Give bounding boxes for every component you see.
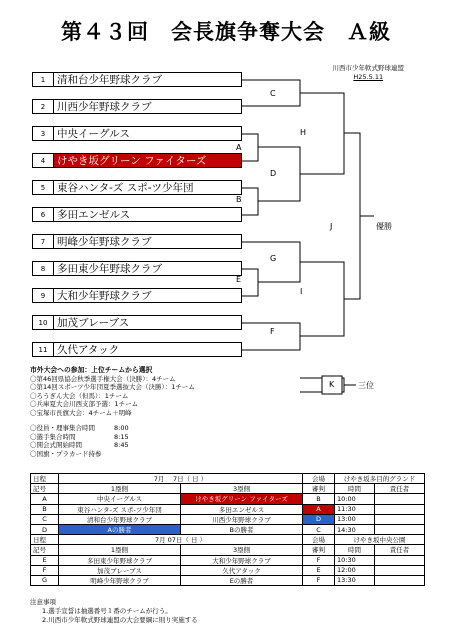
umpire: F bbox=[303, 555, 335, 565]
table-row bbox=[31, 504, 425, 514]
match-label-e: E bbox=[236, 275, 242, 284]
team-name: 東谷ハンタ-ズ スポ-ツ少年団 bbox=[57, 182, 194, 194]
match-code: D bbox=[31, 524, 59, 534]
column-header: 1塁側 bbox=[59, 545, 181, 555]
first-base-team: 明峰少年野球クラブ bbox=[59, 575, 181, 585]
responsible bbox=[375, 565, 425, 575]
column-header: 責任者 bbox=[375, 545, 425, 555]
first-base-team: 加茂ブレーブス bbox=[59, 565, 181, 575]
match-code: E bbox=[31, 555, 59, 565]
column-header: 責任者 bbox=[375, 484, 425, 494]
umpire: D bbox=[303, 514, 335, 524]
team-number: 7 bbox=[33, 235, 54, 248]
first-base-team: 東谷ハンタ-ズ スポ-ツ少年団 bbox=[59, 504, 181, 514]
footnote-line: 2.川西市少年軟式野球連盟の大会要綱に則り実施する bbox=[42, 616, 198, 624]
table-row bbox=[31, 565, 425, 575]
first-base-team: 清和台少年野球クラブ bbox=[59, 514, 181, 524]
umpire: A bbox=[303, 504, 335, 514]
schedule-table bbox=[30, 473, 425, 586]
venue-name: けやき坂多目的グランド bbox=[335, 474, 425, 484]
first-base-team: 多田東少年野球クラブ bbox=[59, 555, 181, 565]
team-name: 久代アタック bbox=[57, 344, 120, 356]
third-base-team: けやき坂グリーン ファイターズ bbox=[181, 494, 303, 504]
match-code: F bbox=[31, 565, 59, 575]
team-name: けやき坂グリーン ファイターズ bbox=[54, 154, 241, 167]
table-row bbox=[31, 494, 425, 504]
table-row bbox=[31, 575, 425, 585]
date-code: H25.5.11 bbox=[353, 73, 384, 81]
column-header: 時間 bbox=[335, 545, 375, 555]
match-time: 10:00 bbox=[335, 494, 375, 504]
team-name: 多田東少年野球クラブ bbox=[57, 263, 162, 275]
date-label: 日程 bbox=[31, 474, 59, 484]
team-name: 明峰少年野球クラブ bbox=[57, 236, 152, 248]
column-header: 時間 bbox=[335, 484, 375, 494]
column-header: 3塁側 bbox=[181, 545, 303, 555]
table-row bbox=[31, 524, 425, 534]
umpire: F bbox=[303, 575, 335, 585]
responsible bbox=[375, 514, 425, 524]
umpire: B bbox=[303, 494, 335, 504]
time-row: 〇開会式開始時間 8:45 bbox=[30, 441, 129, 450]
time-row: 〇国旗・プラカード持参 bbox=[30, 449, 102, 458]
team-number: 6 bbox=[33, 208, 54, 221]
schedule-header-row bbox=[31, 484, 425, 494]
page-title: 第４３回 会長旗争奪大会 Ａ級 bbox=[61, 20, 391, 44]
match-time: 13:00 bbox=[335, 514, 375, 524]
match-label-g: G bbox=[270, 254, 277, 263]
match-label-d: D bbox=[270, 169, 277, 178]
match-label-c: C bbox=[270, 89, 276, 98]
third-base-team: 久代アタック bbox=[181, 565, 303, 575]
team-number: 3 bbox=[33, 127, 54, 140]
column-header: 3塁側 bbox=[181, 484, 303, 494]
first-base-team: 中央イーグルス bbox=[59, 494, 181, 504]
team-number: 2 bbox=[33, 100, 54, 113]
column-header: 記号 bbox=[31, 484, 59, 494]
schedule-header-row bbox=[31, 545, 425, 555]
match-label-a: A bbox=[236, 143, 242, 152]
responsible bbox=[375, 575, 425, 585]
match-time: 12:00 bbox=[335, 565, 375, 575]
date-label: 日程 bbox=[31, 535, 59, 545]
first-base-team: Aの勝者 bbox=[59, 524, 181, 534]
third-base-team: Bの勝者 bbox=[181, 524, 303, 534]
column-header: 記号 bbox=[31, 545, 59, 555]
match-label-f: F bbox=[270, 327, 275, 336]
team-number: 11 bbox=[33, 343, 54, 356]
match-code: B bbox=[31, 504, 59, 514]
table-row bbox=[31, 514, 425, 524]
team-name: 中央イーグルス bbox=[57, 128, 130, 140]
match-label-j: J bbox=[330, 222, 333, 231]
team-name: 多田エンゼルス bbox=[57, 209, 131, 221]
column-header: 1塁側 bbox=[59, 484, 181, 494]
responsible bbox=[375, 504, 425, 514]
footnote-line: 1.選手宣誓は抽選番号１番のチームが行う。 bbox=[42, 607, 172, 615]
responsible bbox=[375, 524, 425, 534]
notes-line: 〇ろうぎん大会（但馬）：1チーム bbox=[30, 391, 129, 400]
third-base-team: 大和少年野球クラブ bbox=[181, 555, 303, 565]
match-code: G bbox=[31, 575, 59, 585]
schedule-date-row bbox=[31, 474, 425, 484]
schedule-date-row bbox=[31, 535, 425, 545]
notes-heading: 市外大会への参加：上位チームから選択 bbox=[30, 366, 153, 374]
footnotes-heading: 注意事項 bbox=[30, 598, 56, 606]
responsible bbox=[375, 494, 425, 504]
match-label-i: I bbox=[300, 287, 303, 296]
time-row: 〇選手集合時間 8:15 bbox=[30, 432, 129, 441]
team-number: 8 bbox=[33, 262, 54, 275]
column-header: 審判 bbox=[303, 484, 335, 494]
responsible bbox=[375, 555, 425, 565]
match-label-b: B bbox=[236, 195, 242, 204]
third-place-label: 三位 bbox=[358, 381, 374, 390]
schedule-date: 7月 7日（ 日 ） bbox=[59, 474, 303, 484]
match-time: 11:30 bbox=[335, 504, 375, 514]
notes-line: 〇第14回スポーツ少年団夏季選抜大会（決勝）：1チーム bbox=[30, 383, 195, 392]
team-name: 川西少年野球クラブ bbox=[57, 101, 152, 113]
match-time: 14:30 bbox=[335, 524, 375, 534]
team-number: 9 bbox=[33, 289, 54, 302]
venue-name: けやき坂中央公園 bbox=[335, 535, 425, 545]
team-name: 大和少年野球クラブ bbox=[57, 290, 152, 302]
umpire: E bbox=[303, 565, 335, 575]
notes-line: 〇兵庫夏大会川西支部予選：1チーム bbox=[30, 400, 139, 409]
match-time: 10:30 bbox=[335, 555, 375, 565]
entry-notes bbox=[30, 366, 195, 418]
time-row: 〇役員・理事集合時間 8:00 bbox=[30, 424, 129, 432]
match-code: C bbox=[31, 514, 59, 524]
match-code: A bbox=[31, 494, 59, 504]
venue-label: 会場 bbox=[303, 535, 335, 545]
notes-line: 〇宝塚市長旗大会：4チーム＋明峰 bbox=[30, 408, 132, 417]
champion-label: 優勝 bbox=[376, 222, 392, 231]
venue-label: 会場 bbox=[303, 474, 335, 484]
column-header: 審判 bbox=[303, 545, 335, 555]
match-time: 13:30 bbox=[335, 575, 375, 585]
match-label-h: H bbox=[300, 128, 307, 137]
team-number: 4 bbox=[33, 154, 54, 167]
table-row bbox=[31, 555, 425, 565]
footnotes bbox=[30, 598, 198, 625]
team-name: 清和台少年野球クラブ bbox=[57, 74, 162, 86]
schedule-date: 7月 07日（ 日 ） bbox=[59, 535, 303, 545]
third-base-team: Eの勝者 bbox=[181, 575, 303, 585]
notes-line: 〇第46回県協会秋季選手権大会（決勝）：4チーム bbox=[30, 374, 176, 383]
match-label-k: K bbox=[329, 380, 335, 389]
team-number: 5 bbox=[33, 181, 54, 194]
third-base-team: 多田エンゼルス bbox=[181, 504, 303, 514]
organizer-name: 川西市少年軟式野球連盟 bbox=[332, 64, 404, 72]
team-name: 加茂ブレーブス bbox=[57, 317, 130, 329]
umpire: C bbox=[303, 524, 335, 534]
time-notes bbox=[30, 424, 129, 458]
team-number: 10 bbox=[33, 316, 54, 329]
third-base-team: 川西少年野球クラブ bbox=[181, 514, 303, 524]
team-number: 1 bbox=[33, 73, 54, 86]
